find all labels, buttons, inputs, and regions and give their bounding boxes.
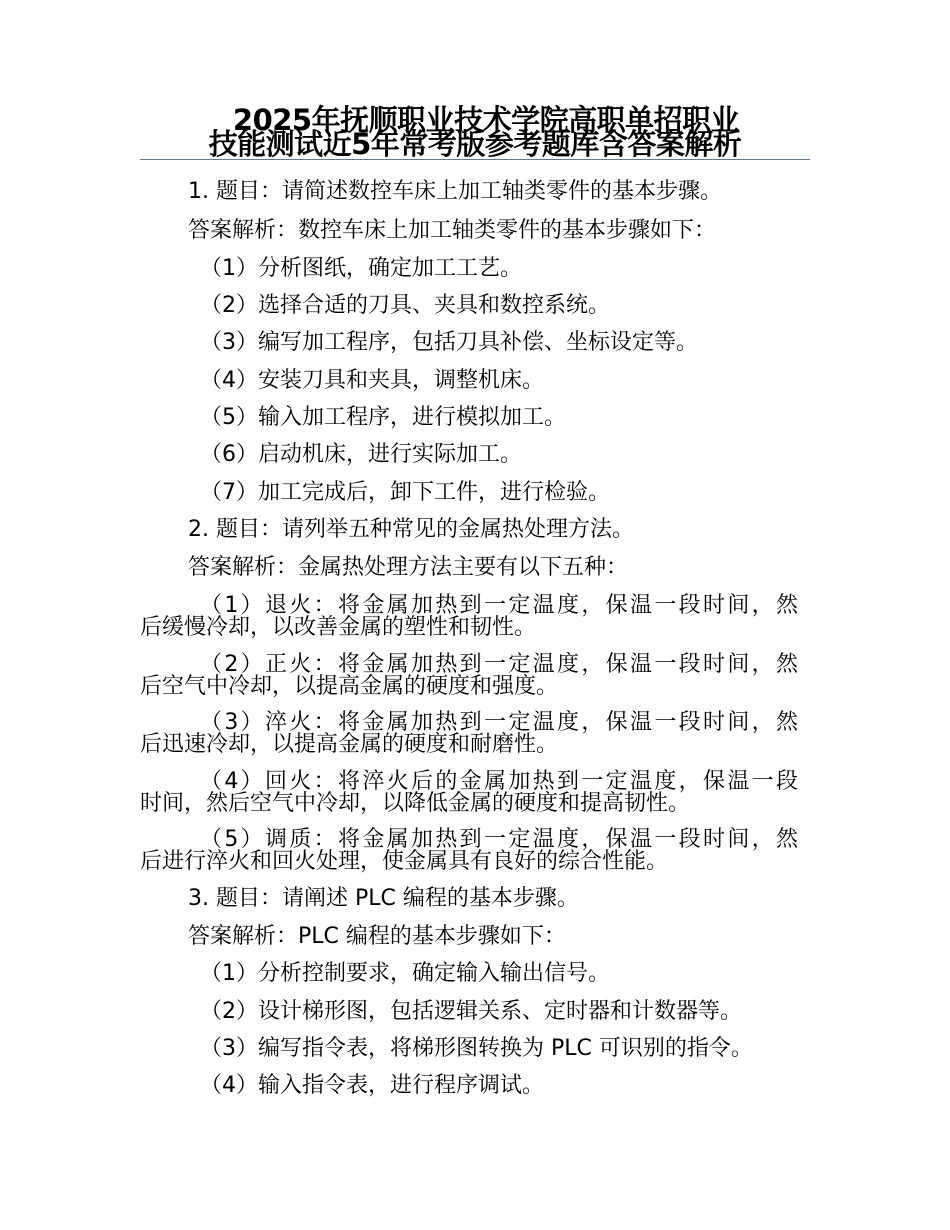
answer-1-step: （4）安装刀具和夹具，调整机床。 [200, 368, 544, 393]
answer-1-step: （1）分析图纸，确定加工工艺。 [200, 256, 522, 281]
heat-treatment-item-line-1: （5）调质：将金属加热到一定温度，保温一段时间，然 [200, 827, 798, 852]
heat-treatment-item-line-2: 后空气中冷却，以提高金属的硬度和强度。 [140, 674, 559, 699]
answer-1-intro: 答案解析：数控车床上加工轴类零件的基本步骤如下： [188, 218, 717, 243]
question-3: 3. 题目：请阐述 PLC 编程的基本步骤。 [188, 886, 579, 911]
answer-3-step: （1）分析控制要求，确定输入输出信号。 [200, 961, 610, 986]
question-1: 1. 题目：请简述数控车床上加工轴类零件的基本步骤。 [188, 179, 722, 204]
answer-1-step: （6）启动机床，进行实际加工。 [200, 442, 522, 467]
answer-3-intro: 答案解析：PLC 编程的基本步骤如下： [188, 924, 566, 949]
answer-1-step: （2）选择合适的刀具、夹具和数控系统。 [200, 293, 610, 318]
title-underline [140, 159, 810, 160]
document-title-line-2: 技能测试近5年常考版参考题库含答案解析 [208, 127, 742, 161]
document-title-line-1: 2025年抚顺职业技术学院高职单招职业 [232, 103, 740, 137]
heat-treatment-item-line-1: （2）正火：将金属加热到一定温度，保温一段时间，然 [200, 652, 798, 677]
heat-treatment-item-line-1: （3）淬火：将金属加热到一定温度，保温一段时间，然 [200, 710, 798, 735]
answer-1-step: （7）加工完成后，卸下工件，进行检验。 [200, 480, 610, 505]
answer-1-step: （3）编写加工程序，包括刀具补偿、坐标设定等。 [200, 330, 698, 355]
answer-2-intro: 答案解析：金属热处理方法主要有以下五种： [188, 555, 629, 580]
heat-treatment-item-line-2: 后进行淬火和回火处理，使金属具有良好的综合性能。 [140, 849, 669, 874]
answer-3-step: （2）设计梯形图，包括逻辑关系、定时器和计数器等。 [200, 999, 742, 1024]
answer-3-step: （3）编写指令表，将梯形图转换为 PLC 可识别的指令。 [200, 1036, 753, 1061]
question-2: 2. 题目：请列举五种常见的金属热处理方法。 [188, 517, 634, 542]
heat-treatment-item-line-1: （4）回火：将淬火后的金属加热到一定温度，保温一段 [200, 769, 798, 794]
heat-treatment-item-line-2: 时间，然后空气中冷却，以降低金属的硬度和提高韧性。 [140, 791, 691, 816]
heat-treatment-item-line-2: 后迅速冷却，以提高金属的硬度和耐磨性。 [140, 732, 559, 757]
answer-1-step: （5）输入加工程序，进行模拟加工。 [200, 405, 566, 430]
answer-3-step: （4）输入指令表，进行程序调试。 [200, 1073, 544, 1098]
heat-treatment-item-line-1: （1）退火：将金属加热到一定温度，保温一段时间，然 [200, 593, 798, 618]
heat-treatment-item-line-2: 后缓慢冷却，以改善金属的塑性和韧性。 [140, 615, 537, 640]
